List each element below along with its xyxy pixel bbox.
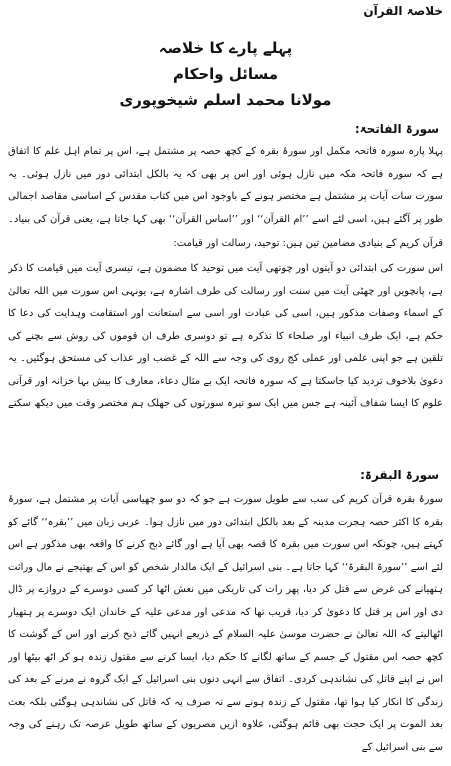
paragraph-basic-themes: قرآن کریم کے بنیادی مضامین تین ہیں: توحید، رسالت اور قیامت: xyxy=(173,238,443,249)
document-subtitle: مسائل واحکام xyxy=(172,65,279,83)
document-title: پہلے پارے کا خلاصہ xyxy=(158,39,293,57)
running-head: خلاصۃ القرآن xyxy=(363,4,443,18)
title-block xyxy=(0,35,451,113)
paragraph-fatiha-themes: اس سورت کی ابتدائی دو آیتوں اور چوتھی آیت میں توحید کا مضمون ہے، تیسری آیت میں قیامت کا ذکر ہے، پانچویں اور چھٹی آیت میں سنت اور رسالت کی طرف اشارہ ہے، یونہی اس سورت میں اللہ تعالیٰ کے اسماء وصفات مذکور ہیں، اسی کی عبادت اور اسی سے استعانت اور استقامت وہدایت کی دعا کا حکم ہے، ایک طرف انبیاء اور صلحاء کا تذکرہ ہے تو دوسری طرف ان قوموں کی روش سے بچنے کی تلقین ہے جو اپنی علمی اور عملی کج روی کی وجہ سے اللہ کے غضب اور عذاب کی مستحق ہوگئیں۔ یہ دعویٰ بلاخوف تردید کیا جاسکتا ہے کہ سورہ فاتحہ ایک بے مثال دعاء، معارف کا بیش بہا خزانہ اور قرآنی علوم کا ایسا شفاف آئینہ ہے جس میں ایک سو تیرہ سورتوں کی جھلک ہم مختصر وقت میں دیکھ سکتے xyxy=(8,263,443,409)
paragraph-fatiha-intro: پہلا پارہ سورہ فاتحہ مکمل اور سورۂ بقرہ کے کچھ حصہ پر مشتمل ہے، اس پر تمام اہل علم کا اتفاق ہے کہ سورہ فاتحہ مکہ میں نازل ہوئی اور اس پر بھی کہ یہ بالکل ابتدائی دور میں نازل ہوئی۔ یہ سورت سات آیات پر مشتمل ہے مختصر ہونے کے باوجود اس میں کتاب مقدس کے اساسی مقاصد اجمالی طور پر آگئے ہیں، اسی لئے اسے ’’ام القرآن‘‘ اور ’’اساس القرآن‘‘ بھی کہا جاتا ہے، یعنی قرآن کی بنیاد۔ xyxy=(8,146,443,225)
paragraph-baqarah: سورۂ بقرہ قرآن کریم کی سب سے طویل سورت ہے جو کہ دو سو چھیاسی آیات پر مشتمل ہے، سورۂ بقرہ کا اکثر حصہ ہجرت مدینہ کے بعد بالکل ابتدائی دور میں نازل ہوا۔ عربی زبان میں ’’بقرہ‘‘ گائے کو کہتے ہیں، چونکہ اس سورت میں بقرہ کا قصہ بھی آیا ہے اور گائے ذبح کرنے کا واقعہ بھی مذکور ہے اس لئے اسے ’’سورۃ البقرۃ‘‘ کہا جاتا ہے۔ بنی اسرائیل کے ایک مالدار شخص کو اس کے بھتیجے نے مال وراثت ہتھیانے کی غرض سے قتل کر دیا، پھر رات کی تاریکی میں نعش اٹھا کر کسی دوسرے کے دروازے پر ڈال دی اور اس پر قتل کا دعویٰ کر دیا، قریب تھا کہ مدعی اور مدعی علیہ کے خاندان ایک دوسرے پر ہتھیار اٹھالیتے کہ اللہ تعالیٰ نے حضرت موسیٰ علیہ السلام کے ذریعے انہیں گائے ذبح کرنے اور اس کے گوشت کا کچھ حصہ اس مقتول کے جسم کے ساتھ لگانے کا حکم دیا، ایسا کرنے سے مقتول زندہ ہو کر اٹھ بیٹھا اور اس نے اپنے قاتل کی نشاندہی کردی۔ اتفاق سے انہی دنوں بنی اسرائیل کے ایک گروہ نے مرنے کے بعد کی زندگی کا انکار کیا ہوا تھا، مقتول کے زندہ ہونے سے نہ صرف یہ کہ قاتل کی نشاندہی ہوگئی بلکہ بعث بعد الموت پر ایک حجت بھی قائم ہوگئی، علاوہ ازیں مصریوں کے ساتھ طویل عرصہ تک رہنے کی وجہ سے بنی اسرائیل کے xyxy=(8,494,443,753)
section-heading-baqarah: سورۃ البقرۃ: xyxy=(360,468,439,482)
section-heading-fatiha: سورۃ الفاتحۃ: xyxy=(354,122,439,136)
author-name: مولانا محمد اسلم شیخوپوری xyxy=(119,91,332,109)
